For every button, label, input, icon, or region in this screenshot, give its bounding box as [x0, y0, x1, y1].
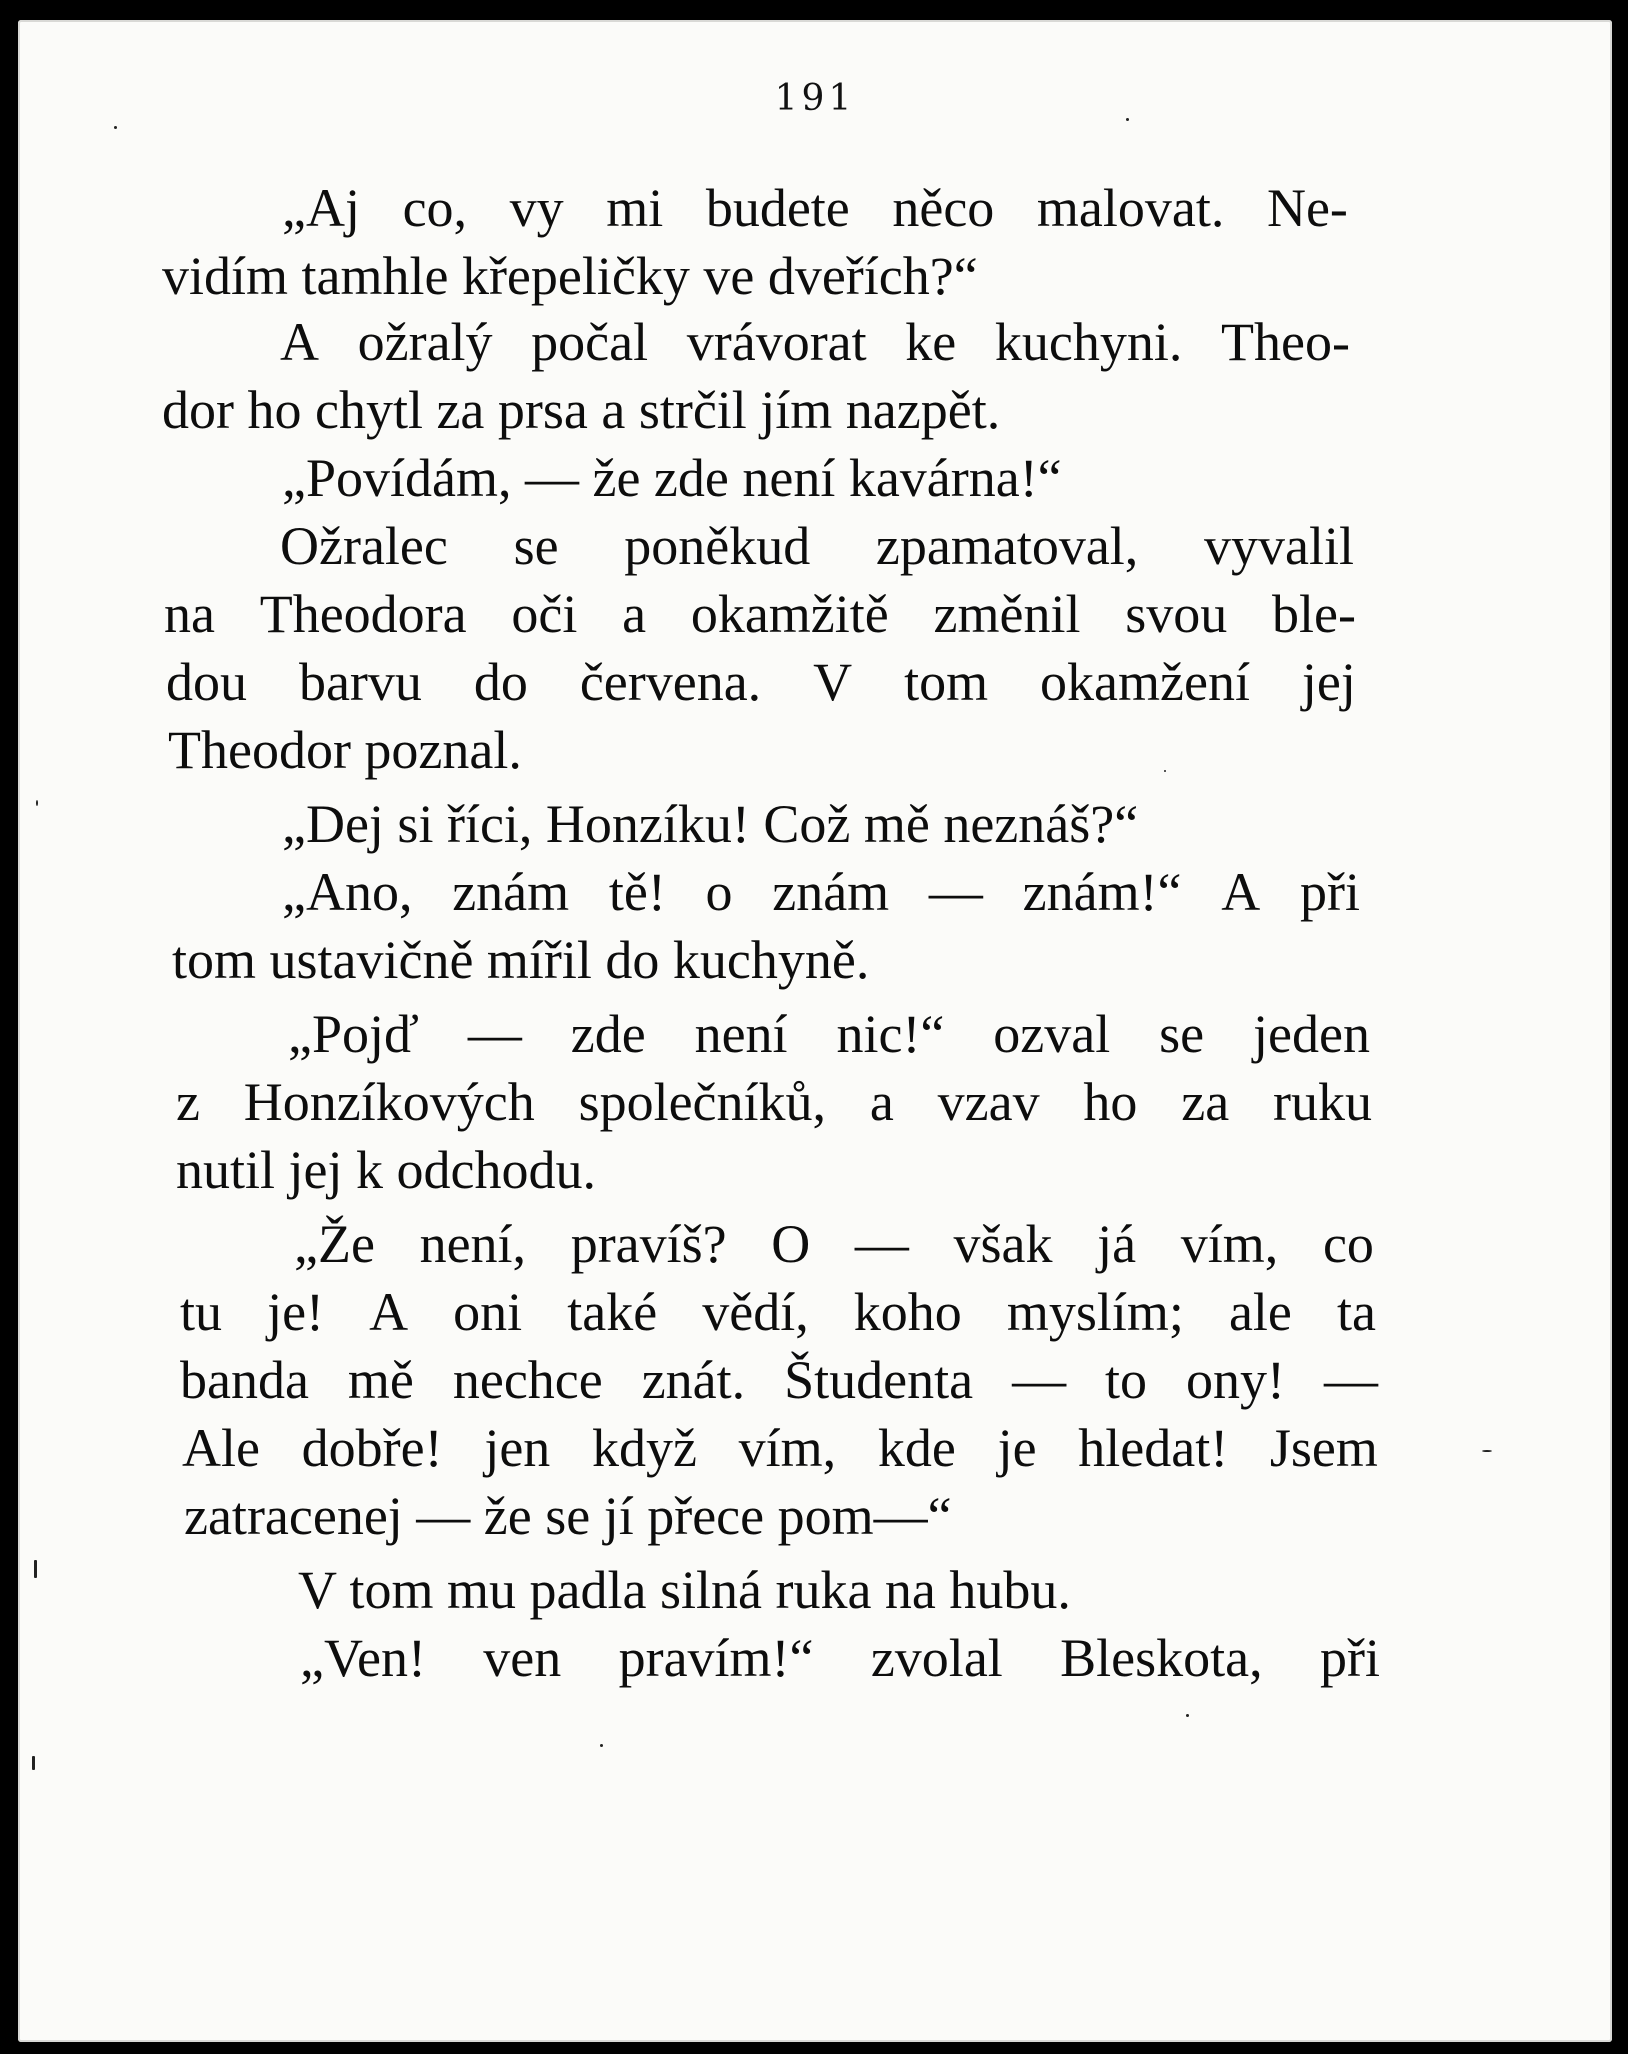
text-line: tom ustavičně mířil do kuchyně. [172, 930, 870, 990]
text-line: A ožralý počal vrávorat ke kuchyni. Theo- [280, 312, 1350, 372]
text-line: „Že není, pravíš? O — však já vím, co [294, 1214, 1374, 1274]
text-line: „Aj co, vy mi budete něco malovat. Ne- [282, 178, 1348, 238]
text-line: „Pojď — zde není nic!“ ozval se jeden [288, 1004, 1370, 1064]
book-page [18, 20, 1612, 2042]
text-line: banda mě nechce znát. Študenta — to ony! — [180, 1350, 1378, 1410]
text-line: Ale dobře! jen když vím, kde je hledat! Jsem [182, 1418, 1378, 1478]
text-line: vidím tamhle křepeličky ve dveřích?“ [162, 246, 978, 306]
text-line: „Povídám, — že zde není kavárna!“ [282, 448, 1062, 508]
text-line: „Ven! ven pravím!“ zvolal Bleskota, při [300, 1628, 1380, 1688]
text-line: zatracenej — že se jí přece pom—“ [184, 1486, 952, 1546]
text-line: Ožralec se poněkud zpamatoval, vyvalil [280, 516, 1354, 576]
text-line: dor ho chytl za prsa a strčil jím nazpět. [162, 380, 1001, 440]
text-line: na Theodora oči a okamžitě změnil svou ble- [164, 584, 1356, 644]
text-line: Theodor poznal. [168, 720, 522, 780]
text-line: „Ano, znám tě! o znám — znám!“ A při [282, 862, 1360, 922]
text-line: tu je! A oni také vědí, koho myslím; ale ta [180, 1282, 1376, 1342]
text-line: dou barvu do červena. V tom okamžení jej [166, 652, 1356, 712]
text-line: nutil jej k odchodu. [176, 1140, 596, 1200]
text-line: V tom mu padla silná ruka na hubu. [298, 1560, 1071, 1620]
text-line: „Dej si říci, Honzíku! Což mě neznáš?“ [282, 794, 1139, 854]
page-number: 191 [774, 78, 856, 119]
text-line: z Honzíkových společníků, a vzav ho za ruku [176, 1072, 1372, 1132]
